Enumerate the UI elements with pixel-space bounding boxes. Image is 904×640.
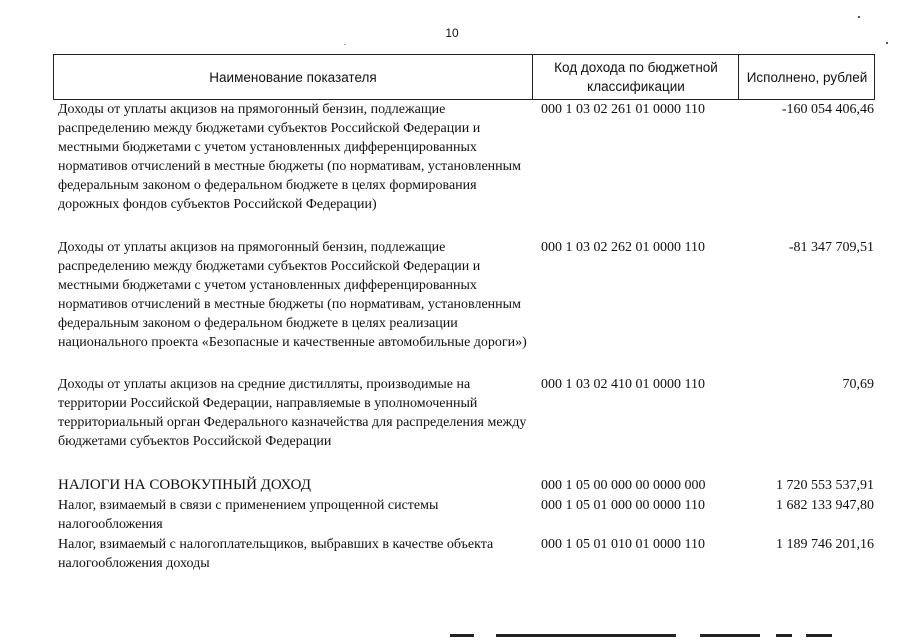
row-code: 000 1 05 00 000 00 0000 000 (541, 478, 706, 493)
row-name: Доходы от уплаты акцизов на средние дистилляты, производимые на территории Российской Федерации, направляемые в уполномоченный территориальный орган Федерального казначейства для распределения между бюджетами субъектов Российской Федерации (58, 377, 527, 449)
header-name: Наименование показателя (209, 69, 377, 85)
row-code: 000 1 05 01 010 01 0000 110 (541, 537, 705, 552)
bottom-edge-mark (700, 634, 760, 637)
row-value: 1 189 746 201,16 (776, 537, 874, 552)
row-name: Доходы от уплаты акцизов на прямогонный бензин, подлежащие распределению между бюджетами субъектов Российской Федерации и местными бюджетами с учетом установленных дифференцированных нормативов отчислений в местные бюджеты (по нормативам, установленным федеральным законом о федеральном бюджете в целях реализации национального проекта «Безопасные и качественные автомобильные дороги») (58, 240, 527, 350)
row-value: -160 054 406,46 (781, 102, 874, 117)
row-code: 000 1 05 01 000 00 0000 110 (541, 498, 705, 513)
row-name: Налог, взимаемый в связи с применением упрощенной системы налогообложения (58, 498, 439, 532)
bottom-edge-mark (806, 634, 832, 637)
header-code: Код дохода по бюджетной классификации (532, 55, 739, 99)
header-executed: Исполнено, рублей (738, 55, 875, 99)
table-header (53, 54, 875, 100)
scan-speck (886, 42, 888, 44)
bottom-edge-mark (776, 634, 792, 637)
scan-speck (344, 44, 346, 45)
row-code: 000 1 03 02 261 01 0000 110 (541, 102, 705, 117)
row-code: 000 1 03 02 410 01 0000 110 (541, 377, 705, 392)
row-value: 70,69 (842, 377, 874, 392)
row-value: -81 347 709,51 (788, 240, 874, 255)
row-name: Доходы от уплаты акцизов на прямогонный бензин, подлежащие распределению между бюджетами субъектов Российской Федерации и местными бюджетами с учетом установленных дифференцированных нормативов отчислений в местные бюджеты (по нормативам, установленным федеральным законом о федеральном бюджете в целях формирования дорожных фондов субъектов Российской Федерации) (58, 102, 521, 212)
row-name: Налог, взимаемый с налогоплательщиков, выбравших в качестве объекта налогообложения доходы (58, 537, 494, 571)
scan-speck (858, 16, 860, 18)
page-number: 10 (445, 26, 459, 40)
row-value: 1 682 133 947,80 (776, 498, 874, 513)
row-name: НАЛОГИ НА СОВОКУПНЫЙ ДОХОД (58, 477, 311, 493)
bottom-edge-mark (450, 634, 474, 637)
bottom-edge-mark (496, 634, 676, 637)
row-code: 000 1 03 02 262 01 0000 110 (541, 240, 705, 255)
row-value: 1 720 553 537,91 (776, 478, 874, 493)
